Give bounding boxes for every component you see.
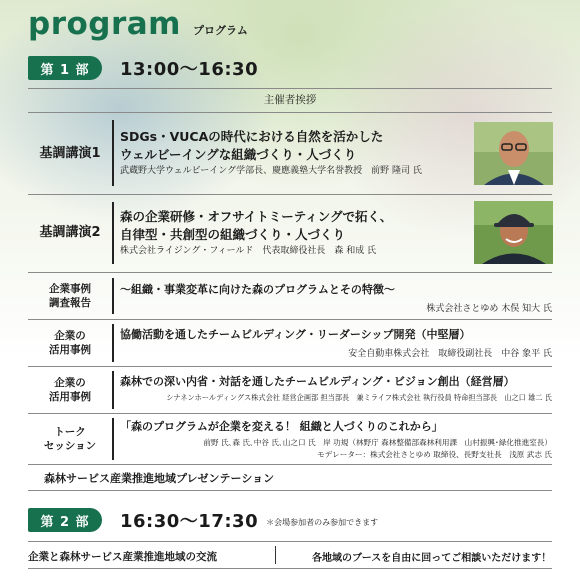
case2-label-line1: 企業の bbox=[54, 329, 86, 342]
case3-body bbox=[120, 373, 552, 403]
case1-title: 〜組織・事業変革に向けた森のプログラムとその特徴〜 bbox=[120, 283, 395, 296]
talk-label-line2: セッション bbox=[43, 440, 97, 452]
row-bar bbox=[112, 324, 114, 362]
case1-label-line2: 調査報告 bbox=[49, 297, 91, 309]
keynote2-title-line2: 自律型・共創型の組織づくり・人づくり bbox=[120, 226, 346, 242]
talk-panel: 前野 氏､森 氏､中谷 氏､山之口 氏 岸 功規（林野庁 森林整備部森林利用課 山村振興･緑化推進室長） bbox=[203, 438, 552, 447]
part2-note: ＊会場参加者のみ参加できます bbox=[266, 518, 379, 527]
organizer-greeting: 主催者挨拶 bbox=[263, 94, 317, 106]
exchange-item: 企業と森林サービス産業推進地域の交流 bbox=[28, 551, 217, 563]
part2-time: 16:30〜17:30 bbox=[120, 511, 259, 532]
talk-label bbox=[28, 416, 112, 462]
row-bar bbox=[112, 371, 114, 409]
row-bar bbox=[112, 120, 114, 186]
divider bbox=[28, 490, 552, 491]
case2-title: 協働活動を通したチームビルディング・リーダーシップ開発（中堅層） bbox=[120, 328, 471, 341]
divider bbox=[28, 112, 552, 113]
program-subtitle: プログラム bbox=[192, 24, 248, 37]
bottom-separator bbox=[275, 546, 276, 564]
keynote2-label: 基調講演2 bbox=[39, 225, 101, 241]
case2-label bbox=[28, 322, 112, 364]
divider bbox=[28, 413, 552, 414]
case3-title: 森林での深い内省・対話を通したチームビルディング・ビジョン創出（経営層） bbox=[120, 375, 515, 388]
talk-row bbox=[28, 416, 552, 462]
case1-row bbox=[28, 276, 552, 316]
case2-speaker: 安全自動車株式会社 取締役副社長 中谷 象平 氏 bbox=[348, 349, 552, 359]
keynote1-title-line1: SDGs・VUCAの時代における自然を活かした bbox=[120, 129, 384, 144]
divider bbox=[28, 366, 552, 367]
row-bar bbox=[112, 418, 114, 460]
part1-time: 13:00〜16:30 bbox=[120, 59, 259, 80]
row-bar bbox=[112, 202, 114, 264]
divider bbox=[28, 194, 552, 195]
talk-title: 「森のプログラムが企業を変える！ 組織と人づくりのこれから」 bbox=[120, 420, 443, 433]
part1-row bbox=[28, 55, 258, 81]
keynote1-speaker: 武蔵野大学ウェルビーイング学部長、慶應義塾大学名誉教授 前野 隆司 氏 bbox=[120, 166, 422, 176]
case1-speaker: 株式会社さとゆめ 木俣 知大 氏 bbox=[426, 304, 552, 314]
divider bbox=[28, 541, 552, 542]
case2-label-line2: 活用事例 bbox=[49, 344, 91, 356]
case2-row bbox=[28, 322, 552, 364]
part2-badge: 第 2 部 bbox=[28, 508, 102, 532]
divider bbox=[28, 568, 552, 569]
talk-moderator: モデレーター：株式会社さとゆめ 取締役、長野支社長 浅原 武志 氏 bbox=[317, 450, 552, 459]
talk-label-line1: トーク bbox=[54, 425, 86, 438]
keynote2-title-line1: 森の企業研修・オフサイトミーティングで拓く、 bbox=[120, 209, 393, 224]
program-title: program bbox=[28, 6, 181, 42]
keynote1-label: 基調講演1 bbox=[39, 146, 101, 162]
case3-label-line2: 活用事例 bbox=[49, 391, 91, 403]
divider bbox=[28, 464, 552, 465]
divider bbox=[28, 88, 552, 89]
case3-label bbox=[28, 369, 112, 411]
case3-label-line1: 企業の bbox=[54, 376, 86, 389]
divider bbox=[28, 319, 552, 320]
case3-speaker: シナネンホールディングス株式会社 経営企画部 担当部長 兼ミライフ株式会社 執行役員 特命担当部長 山之口 雄二 氏 bbox=[166, 393, 552, 402]
part2-row bbox=[28, 507, 378, 533]
presentation-item: 森林サービス産業推進地域プレゼンテーション bbox=[44, 472, 275, 485]
keynote2-speaker: 株式会社ライジング・フィールド 代表取締役社長 森 和成 氏 bbox=[120, 246, 377, 256]
speaker1-photo bbox=[474, 122, 553, 185]
case1-body bbox=[120, 281, 552, 314]
case3-row bbox=[28, 369, 552, 411]
case2-body bbox=[120, 326, 552, 359]
divider bbox=[28, 272, 552, 273]
talk-body bbox=[120, 418, 552, 460]
exchange-note: 各地域のブースを自由に回ってご相談いただけます！ bbox=[312, 553, 552, 564]
part1-badge: 第 1 部 bbox=[28, 56, 102, 80]
keynote1-title-line2: ウェルビーイングな組織づくり・人づくり bbox=[120, 146, 357, 162]
program-header bbox=[28, 6, 248, 42]
case1-label bbox=[28, 276, 112, 316]
speaker2-photo bbox=[474, 201, 553, 264]
row-bar bbox=[112, 278, 114, 314]
case1-label-line1: 企業事例 bbox=[49, 282, 91, 295]
